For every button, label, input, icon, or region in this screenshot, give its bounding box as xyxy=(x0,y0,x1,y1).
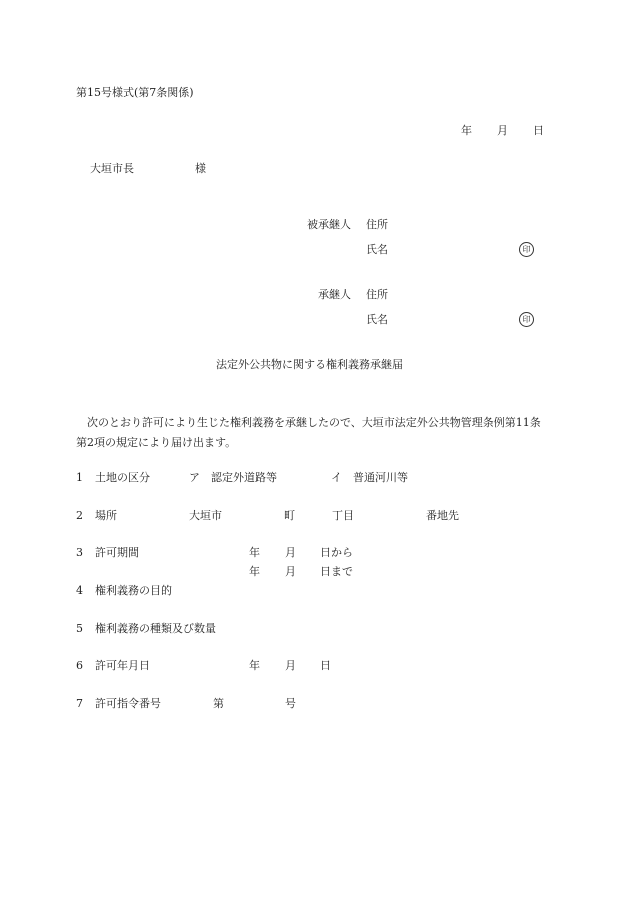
document-title: 法定外公共物に関する権利義務承継届 xyxy=(216,358,403,371)
item-number: 6 xyxy=(76,659,83,672)
body-paragraph: 次のとおり許可により生じた権利義務を承継したので、大垣市法定外公共物管理条例第11条第2項の規定により届け出ます。 xyxy=(76,416,541,449)
item-label: 許可指令番号 xyxy=(95,697,161,710)
item-number: 5 xyxy=(76,622,83,635)
predecessor-seal-icon: 印 xyxy=(519,242,534,257)
date-month: 月 xyxy=(497,124,508,137)
period-from-day: 日から xyxy=(320,546,353,559)
period-from-month: 月 xyxy=(285,546,296,559)
place-chome: 丁目 xyxy=(332,509,354,522)
permit-year: 年 xyxy=(249,659,260,672)
place-banchi: 番地先 xyxy=(426,509,459,522)
item-number: 7 xyxy=(76,697,83,710)
addressee-honorific: 様 xyxy=(195,162,206,175)
item-label: 許可年月日 xyxy=(95,659,150,672)
place-town: 町 xyxy=(284,509,295,522)
item-label: 権利義務の目的 xyxy=(95,584,172,597)
predecessor-role: 被承継人 xyxy=(307,218,351,231)
item-number: 2 xyxy=(76,509,83,522)
successor-seal-icon: 印 xyxy=(519,312,534,327)
item-number: 3 xyxy=(76,546,83,559)
item-label: 権利義務の種類及び数量 xyxy=(95,622,216,635)
permit-month: 月 xyxy=(285,659,296,672)
period-to-month: 月 xyxy=(285,565,296,578)
date-year: 年 xyxy=(461,124,472,137)
land-option-b: イ 普通河川等 xyxy=(331,471,408,484)
item-label: 許可期間 xyxy=(95,546,139,559)
date-day: 日 xyxy=(533,124,544,137)
permit-no-suffix: 号 xyxy=(285,697,296,710)
successor-name-label: 氏名 xyxy=(366,313,388,326)
item-number: 1 xyxy=(76,471,83,484)
predecessor-name-label: 氏名 xyxy=(366,243,388,256)
form-number: 第15号様式(第7条関係) xyxy=(76,86,194,99)
item-label: 場所 xyxy=(95,509,117,522)
permit-no-prefix: 第 xyxy=(213,697,224,710)
period-from-year: 年 xyxy=(249,546,260,559)
successor-address-label: 住所 xyxy=(366,288,388,301)
successor-role: 承継人 xyxy=(318,288,351,301)
period-to-year: 年 xyxy=(249,565,260,578)
item-number: 4 xyxy=(76,584,83,597)
land-option-a: ア 認定外道路等 xyxy=(189,471,277,484)
item-label: 土地の区分 xyxy=(95,471,150,484)
place-city: 大垣市 xyxy=(189,509,222,522)
permit-day: 日 xyxy=(320,659,331,672)
addressee-name: 大垣市長 xyxy=(90,162,134,175)
predecessor-address-label: 住所 xyxy=(366,218,388,231)
period-to-day: 日まで xyxy=(320,565,353,578)
